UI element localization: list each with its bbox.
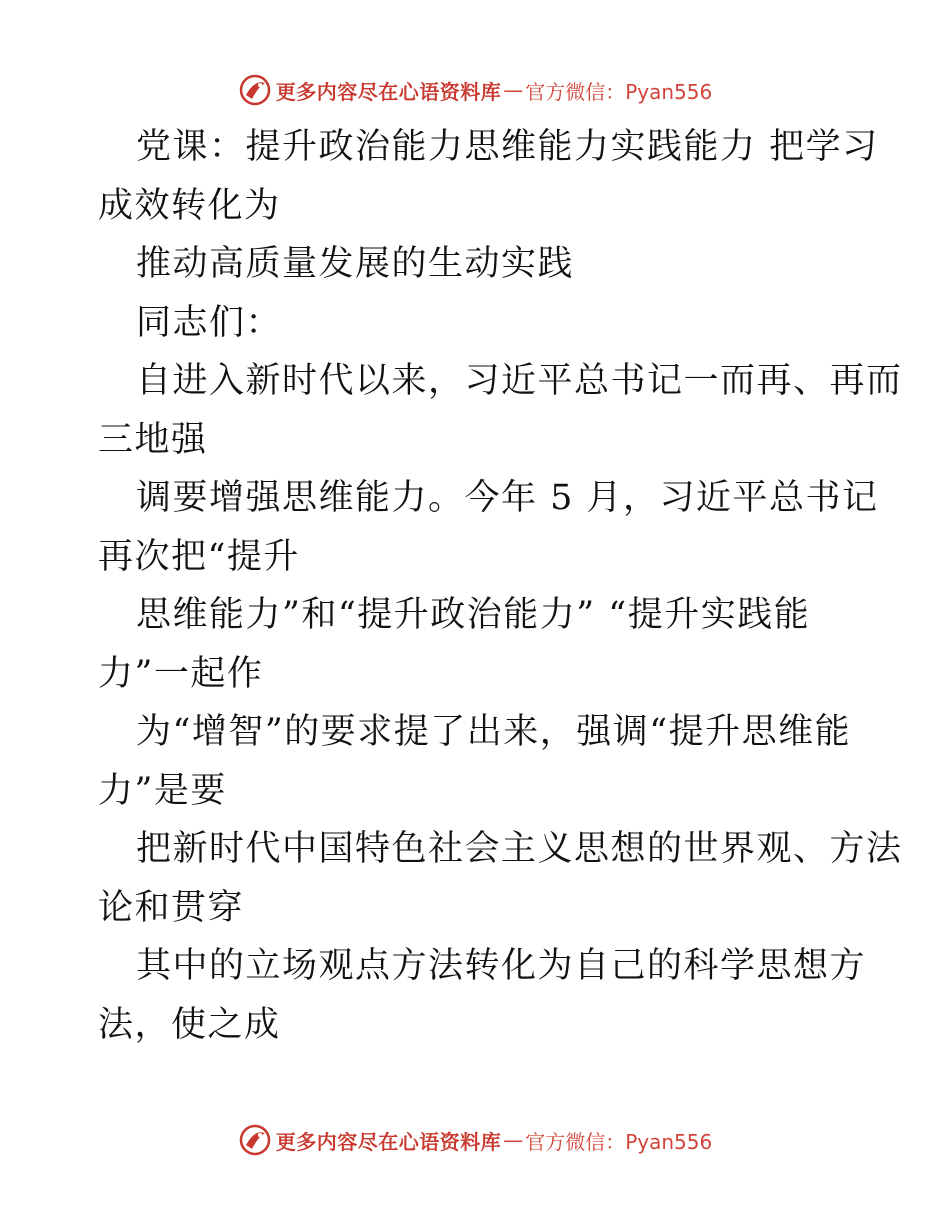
- doc-line: 思维能力”和“提升政治能力” “提升实践能: [136, 595, 811, 635]
- doc-line: 再次把“提升: [98, 536, 300, 577]
- doc-line: 力”一起作: [98, 653, 264, 694]
- footer-banner: [0, 1120, 950, 1160]
- doc-line: 为“增智”的要求提了出来，强调“提升思维能: [136, 712, 852, 752]
- doc-line: 其中的立场观点方法转化为自己的科学思想方: [136, 946, 867, 986]
- doc-line: 论和贯穿: [98, 887, 245, 928]
- banner-separator: —: [503, 1128, 524, 1152]
- header-banner: [0, 70, 950, 110]
- doc-line: 法，使之成: [98, 1004, 281, 1045]
- pen-logo-icon: [238, 73, 272, 107]
- doc-line: 调要增强思维能力。今年 5 月，习近平总书记: [136, 478, 879, 518]
- banner-separator: —: [503, 78, 524, 102]
- doc-line: 自进入新时代以来，习近平总书记一而再、再而: [136, 361, 903, 401]
- pen-logo-icon: [238, 1123, 272, 1157]
- banner-main-text: 更多内容尽在心语资料库: [275, 79, 502, 104]
- doc-line: 党课：提升政治能力思维能力实践能力 把学习: [136, 127, 879, 167]
- doc-line: 三地强: [98, 419, 208, 460]
- doc-line: 同志们：: [136, 302, 283, 343]
- banner-sub-text: 官方微信：Pyan556: [525, 79, 713, 104]
- banner-main-text: 更多内容尽在心语资料库: [275, 1129, 502, 1154]
- document-body: [98, 118, 903, 1054]
- banner-sub-text: 官方微信：Pyan556: [525, 1129, 713, 1154]
- doc-line: 成效转化为: [98, 185, 281, 226]
- doc-line: 把新时代中国特色社会主义思想的世界观、方法: [136, 829, 903, 869]
- doc-line: 力”是要: [98, 770, 227, 811]
- doc-line: 推动高质量发展的生动实践: [136, 244, 575, 284]
